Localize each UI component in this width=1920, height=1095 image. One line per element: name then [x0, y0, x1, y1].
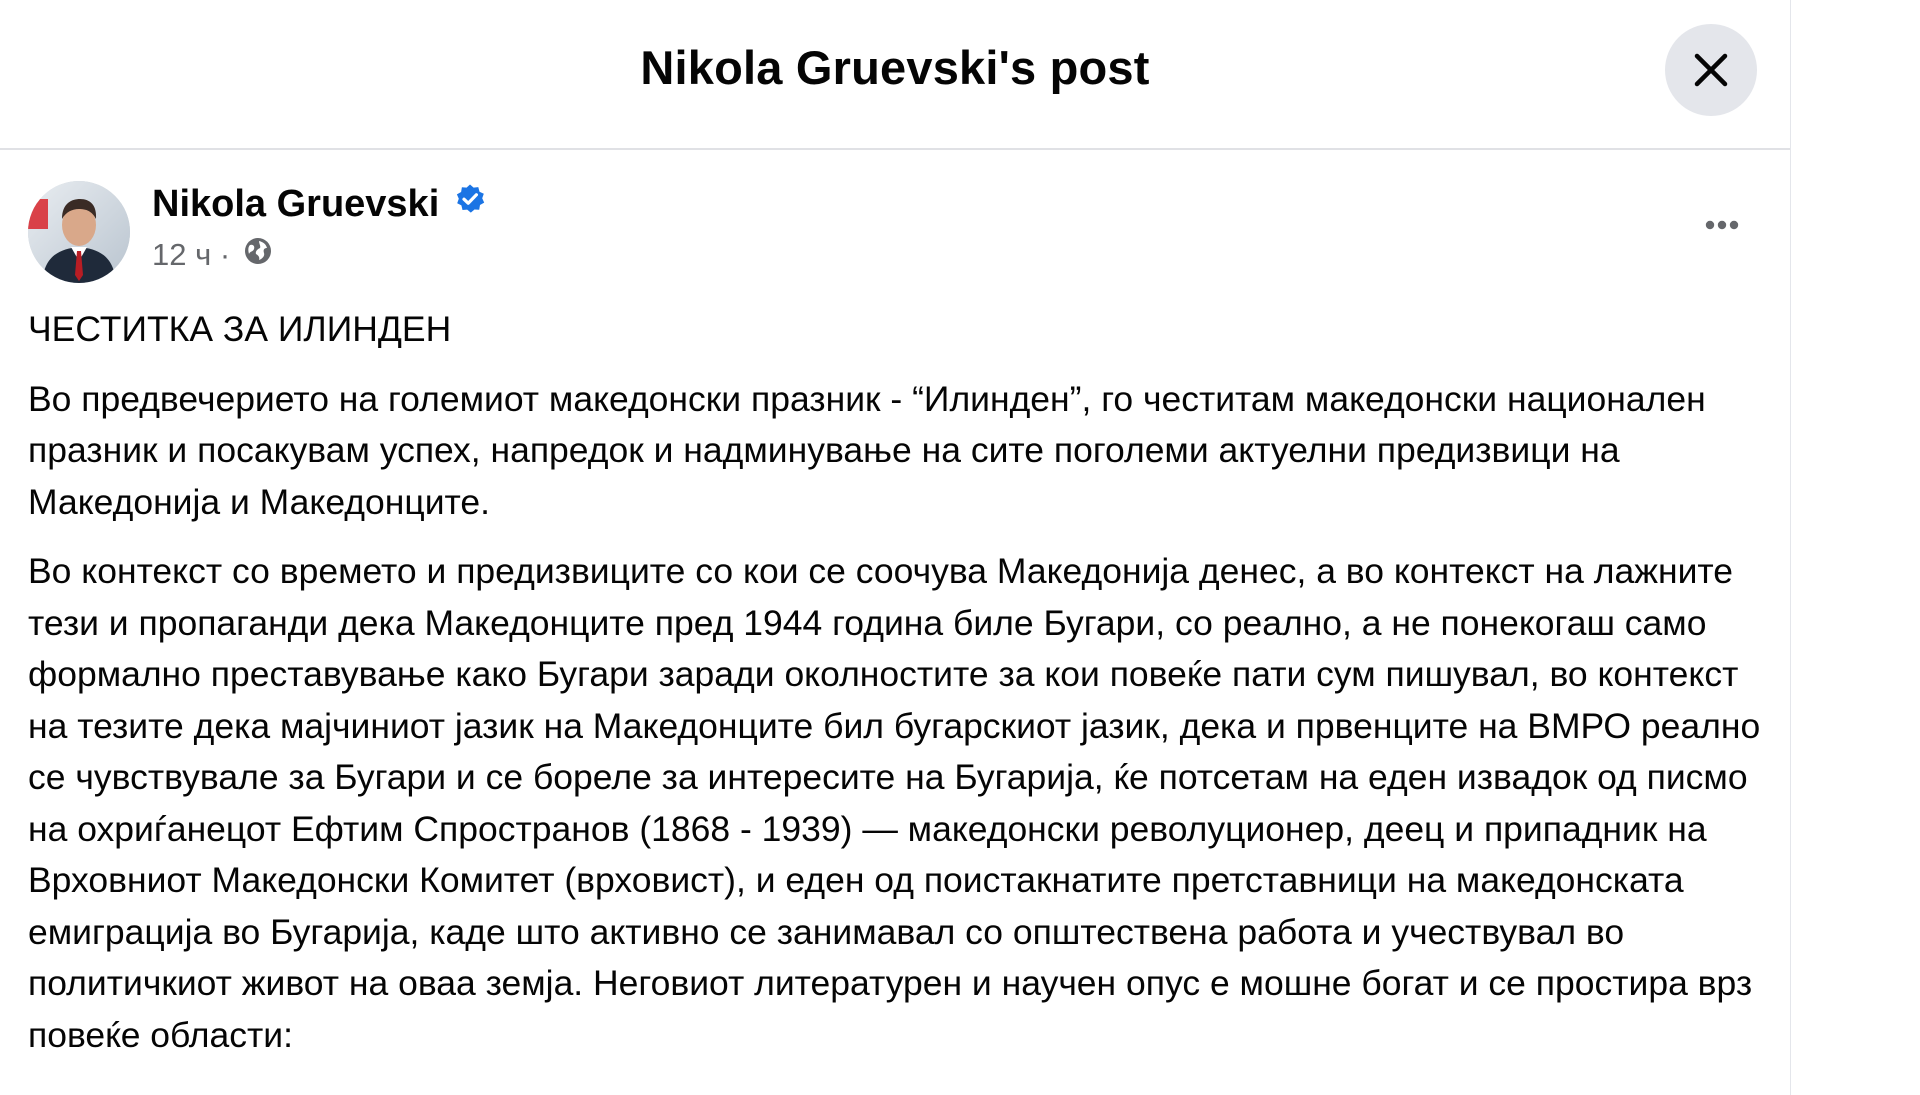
globe-icon[interactable]: [243, 236, 273, 274]
avatar[interactable]: [28, 181, 130, 283]
post-paragraph: Во предвечерието на големиот македонски празник - “Илинден”, го честитам македонски националeн празник и посакувам успех, напредок и надминување на сите поголеми актуелни предизвици на Македонија и Македонците.: [28, 378, 1706, 522]
post-heading: ЧЕСТИТКА ЗА ИЛИНДЕН: [28, 309, 452, 349]
scroll-fade: [0, 1070, 1790, 1095]
dialog-title: Nikola Gruevski's post: [640, 41, 1150, 94]
post-paragraph: Во контекст со времето и предизвиците со кои се соочува Македонија денес, а во контекст на лажните тези и пропаганди дека Македонците пред 1944 година биле Бугари, со реално, а не понекогаш само формално преставување како Бугари заради околностите за кои повеќе пати сум пишувал, во контекст на тезите дека мајчиниот јазик на Македонците бил бугарскиот јазик, дека и првенците на ВМРО реално се чувствувале за Бугари и се бореле за интересите на Бугарија, ќе потсетам на еден извадок од писмо на охриѓанецот Ефтим Спространов (1868 - 1939) — македонски револуционер, деец и припадник на Врховниот Македонски Комитет (врховист), и еден од поистакнатите претставници на македонската емиграција во Бугарија, каде што активно се занимавал со општествена работа и учествувал во политичкиот живот на оваа земја. Неговиот литературен и научен опус е мошне богат и се простира врз повеќе области:: [28, 551, 1761, 1055]
author-row: [152, 183, 486, 229]
post-header: [28, 181, 1768, 286]
post-meta: [152, 237, 273, 274]
avatar-image: [28, 181, 130, 283]
close-icon: [1691, 50, 1731, 90]
dialog-header: [0, 0, 1790, 150]
close-button[interactable]: [1665, 24, 1757, 116]
post-timestamp[interactable]: 12 ч: [152, 237, 212, 272]
meta-separator: ·: [219, 237, 231, 272]
verified-badge-icon: [454, 183, 486, 220]
author-name[interactable]: Nikola Gruevski: [152, 183, 440, 225]
more-options-button[interactable]: [1692, 203, 1752, 243]
more-options-icon: [1692, 203, 1752, 243]
post-text: [28, 304, 1768, 1079]
